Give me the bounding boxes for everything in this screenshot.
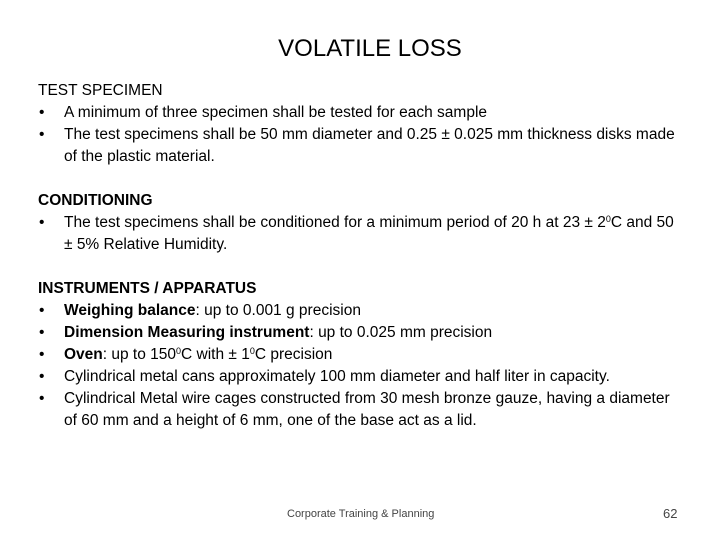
degree-superscript: 0 <box>249 346 255 356</box>
degree-superscript: 0 <box>176 346 182 356</box>
list-item: • A minimum of three specimen shall be tested for each sample <box>38 102 684 124</box>
oven-label: Oven <box>64 346 103 363</box>
dimension-text: : up to 0.025 mm precision <box>309 324 493 341</box>
test-specimen-heading: TEST SPECIMEN <box>38 82 163 99</box>
list-item: • Cylindrical metal cans approximately 100 mm diameter and half liter in capacity. <box>38 366 684 388</box>
list-item: • The test specimens shall be 50 mm diameter and 0.25 ± 0.025 mm thickness disks made of the plastic material. <box>38 124 684 168</box>
conditioning-text-end: C and 50 ± 5% Relative Humidity. <box>64 214 674 253</box>
conditioning-text: The test specimens shall be conditioned for a minimum period of 20 h at 23 ± 2 <box>64 214 606 231</box>
dimension-label: Dimension Measuring instrument <box>64 324 310 341</box>
degree-superscript: 0 <box>605 214 611 224</box>
footer-text: Corporate Training & Planning <box>287 508 435 520</box>
instruments-heading: INSTRUMENTS / APPARATUS <box>38 280 257 297</box>
conditioning-section <box>38 190 684 256</box>
slide-content <box>38 80 684 454</box>
page-title: VOLATILE LOSS <box>278 35 462 62</box>
conditioning-list <box>38 212 684 256</box>
weighing-text: : up to 0.001 g precision <box>195 302 361 319</box>
weighing-label: Weighing balance <box>64 302 196 319</box>
oven-text: : up to 150 <box>102 346 177 363</box>
page-number: 62 <box>663 506 678 521</box>
list-item <box>38 322 684 344</box>
test-specimen-section <box>38 80 684 168</box>
test-specimen-list <box>38 102 684 168</box>
instruments-list <box>38 300 684 432</box>
list-item <box>38 212 684 256</box>
list-item <box>38 344 684 366</box>
instruments-section <box>38 278 684 432</box>
conditioning-heading: CONDITIONING <box>38 192 153 209</box>
list-item <box>38 300 684 322</box>
oven-text-end: C precision <box>254 346 333 363</box>
list-item: • Cylindrical Metal wire cages constructed from 30 mesh bronze gauze, having a diameter of 60 mm and a height of 6 mm, one of the base act as a lid. <box>38 388 684 432</box>
oven-text-mid: C with ± 1 <box>181 346 250 363</box>
